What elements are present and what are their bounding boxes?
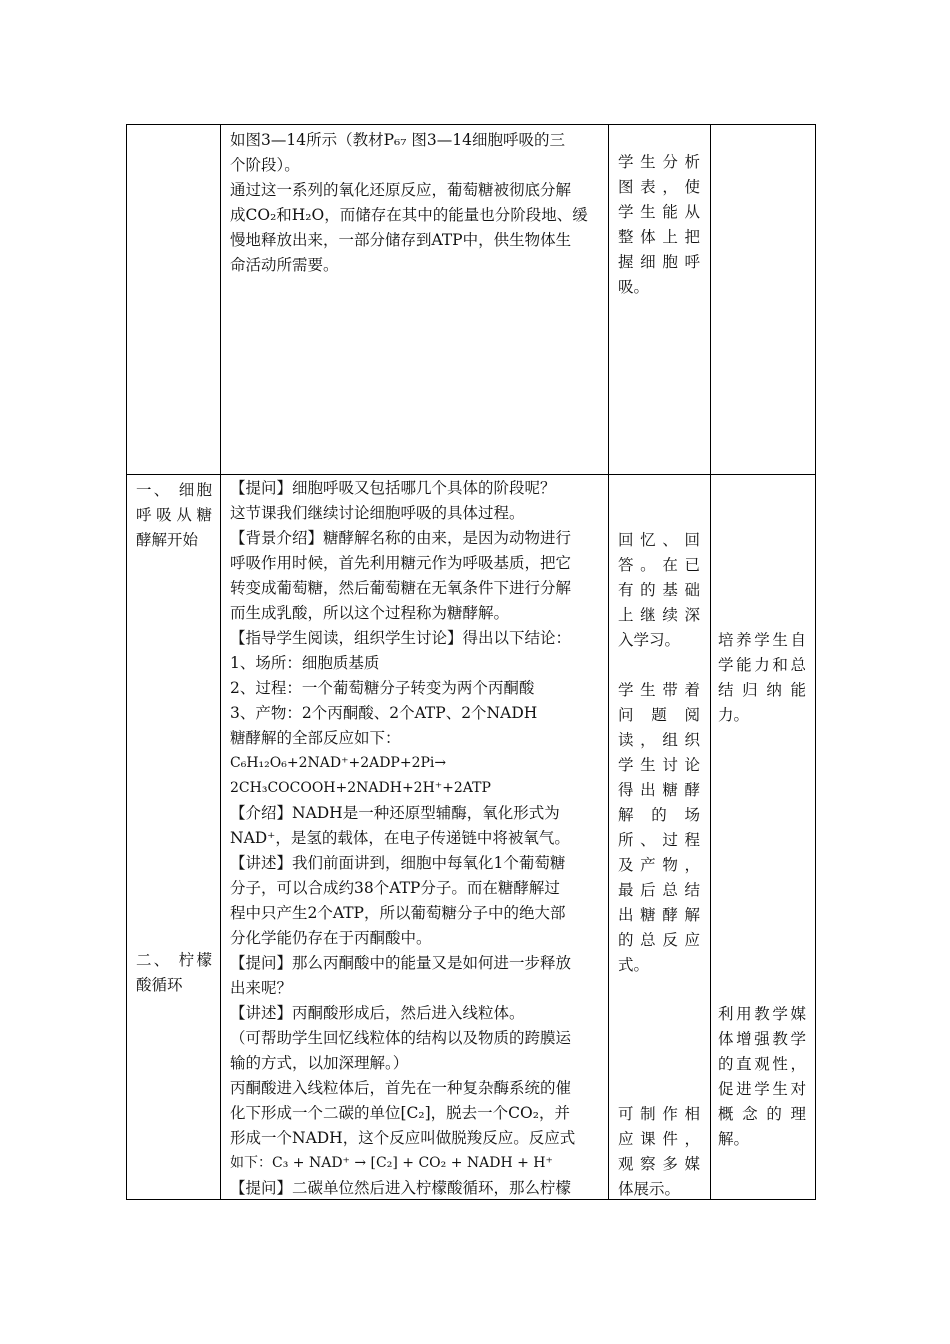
content-line: 3、产物：2个丙酮酸、2个ATP、2个NADH	[230, 704, 538, 722]
intent-line: 学能力和总	[718, 656, 806, 674]
section-line: 酵解开始	[136, 531, 199, 549]
equation-line: C₆H₁₂O₆+2NAD⁺+2ADP+2Pi→	[230, 755, 447, 771]
student-activity-recall	[618, 528, 700, 653]
activity-line: 应课件，	[618, 1130, 700, 1148]
design-intent-self-study	[718, 628, 806, 728]
content-line: 而生成乳酸，所以这个过程称为糖酵解。	[230, 604, 510, 622]
section-heading-citric-acid-cycle	[136, 948, 212, 998]
content-line: 成CO₂和H₂O，而储存在其中的能量也分阶段地、缓	[230, 206, 588, 224]
activity-line: 问题阅	[618, 706, 700, 724]
content-line: 【提问】二碳单位然后进入柠檬酸循环，那么柠檬	[230, 1179, 572, 1197]
section-heading-glycolysis	[136, 478, 212, 553]
student-activity-multimedia	[618, 1102, 700, 1202]
intent-line: 解。	[718, 1130, 750, 1148]
content-line: 命活动所需要。	[230, 256, 339, 274]
bottom-row-content-cell	[230, 476, 604, 1201]
activity-line: 上继续深	[618, 606, 700, 624]
intent-line: 体增强教学	[718, 1030, 806, 1048]
activity-line: 出糖酵解	[618, 906, 700, 924]
content-line: 个阶段）。	[230, 156, 300, 174]
section-line: 呼吸从糖	[136, 506, 212, 524]
content-line: 【讲述】我们前面讲到，细胞中每氧化1个葡萄糖	[230, 854, 566, 872]
table-column-divider	[710, 124, 711, 1200]
content-line: 2、过程：一个葡萄糖分子转变为两个丙酮酸	[230, 679, 535, 697]
activity-line: 回忆、回	[618, 531, 700, 549]
content-line: 形成一个NADH，这个反应叫做脱羧反应。反应式	[230, 1129, 576, 1147]
content-line: 转变成葡萄糖，然后葡萄糖在无氧条件下进行分解	[230, 579, 572, 597]
intent-line: 的直观性，	[718, 1055, 806, 1073]
activity-line: 学生带着	[618, 681, 700, 699]
table-border-right	[815, 124, 816, 1200]
activity-line: 式。	[618, 956, 650, 974]
content-line: 【提问】那么丙酮酸中的能量又是如何进一步释放	[230, 954, 572, 972]
activity-line: 入学习。	[618, 631, 681, 649]
content-line: 通过这一系列的氧化还原反应，葡萄糖被彻底分解	[230, 181, 572, 199]
content-line: 这节课我们继续讨论细胞呼吸的具体过程。	[230, 504, 525, 522]
content-line: 如图3—14所示（教材P₆₇ 图3—14细胞呼吸的三	[230, 131, 565, 149]
activity-line: 可制作相	[618, 1105, 700, 1123]
content-line: 化下形成一个二碳的单位[C₂]，脱去一个CO₂，并	[230, 1104, 570, 1122]
intent-line: 结归纳能	[718, 681, 806, 699]
intent-line: 力。	[718, 706, 750, 724]
activity-line: 有的基础	[618, 581, 700, 599]
intent-line: 概念的理	[718, 1105, 806, 1123]
content-line: 【介绍】NADH是一种还原型辅酶，氧化形式为	[230, 804, 560, 822]
table-border-left	[126, 124, 127, 1200]
table-row-divider	[126, 474, 816, 475]
activity-line: 解的场	[618, 806, 700, 824]
activity-line: 整体上把	[618, 228, 700, 246]
intent-line: 利用教学媒	[718, 1005, 806, 1023]
student-activity-discussion	[618, 678, 700, 978]
activity-line: 学生分析	[618, 153, 700, 171]
activity-line: 的总反应	[618, 931, 700, 949]
content-line: 1、场所：细胞质基质	[230, 654, 380, 672]
activity-line: 学生能从	[618, 203, 700, 221]
content-line: 分子，可以合成约38个ATP分子。而在糖酵解过	[230, 879, 560, 897]
design-intent-media	[718, 1002, 806, 1152]
content-line: 糖酵解的全部反应如下：	[230, 729, 401, 747]
top-row-student-activity-cell	[618, 150, 700, 300]
activity-line: 图表，使	[618, 178, 700, 196]
content-line: 【讲述】丙酮酸形成后，然后进入线粒体。	[230, 1004, 525, 1022]
activity-line: 最后总结	[618, 881, 700, 899]
content-line: 程中只产生2个ATP，所以葡萄糖分子中的绝大部	[230, 904, 566, 922]
intent-line: 培养学生自	[718, 631, 806, 649]
activity-line: 所、过程	[618, 831, 700, 849]
section-line: 酸循环	[136, 976, 183, 994]
activity-line: 得出糖酵	[618, 781, 700, 799]
content-line: 【提问】细胞呼吸又包括哪几个具体的阶段呢？	[230, 479, 556, 497]
content-line: 输的方式，以加深理解。）	[230, 1054, 409, 1072]
activity-line: 体展示。	[618, 1180, 681, 1198]
content-line: 分化学能仍存在于丙酮酸中。	[230, 929, 432, 947]
equation-line: 2CH₃COCOOH+2NADH+2H⁺+2ATP	[230, 780, 491, 796]
section-line: 一、 细胞	[136, 481, 212, 499]
top-row-content-cell	[230, 128, 602, 278]
table-border-top	[126, 124, 816, 125]
section-line: 二、 柠檬	[136, 951, 212, 969]
content-line: （可帮助学生回忆线粒体的结构以及物质的跨膜运	[230, 1029, 572, 1047]
content-line: 呼吸作用时候，首先利用糖元作为呼吸基质，把它	[230, 554, 572, 572]
activity-line: 读，组织	[618, 731, 700, 749]
table-column-divider	[608, 124, 609, 1200]
content-line: NAD⁺，是氢的载体，在电子传递链中将被氧气。	[230, 829, 570, 847]
equation-line: 如下：C₃ + NAD⁺ → [C₂] + CO₂ + NADH + H⁺	[230, 1155, 553, 1171]
intent-line: 促进学生对	[718, 1080, 806, 1098]
content-line: 【背景介绍】糖酵解名称的由来，是因为动物进行	[230, 529, 572, 547]
activity-line: 观察多媒	[618, 1155, 700, 1173]
content-line: 出来呢？	[230, 979, 293, 997]
activity-line: 学生讨论	[618, 756, 700, 774]
activity-line: 握细胞呼	[618, 253, 700, 271]
table-column-divider	[220, 124, 221, 1200]
activity-line: 及产物，	[618, 856, 700, 874]
activity-line: 答。在已	[618, 556, 700, 574]
content-line: 慢地释放出来，一部分储存到ATP中，供生物体生	[230, 231, 572, 249]
content-line: 丙酮酸进入线粒体后，首先在一种复杂酶系统的催	[230, 1079, 572, 1097]
content-line: 【指导学生阅读，组织学生讨论】得出以下结论：	[230, 629, 572, 647]
activity-line: 吸。	[618, 278, 650, 296]
